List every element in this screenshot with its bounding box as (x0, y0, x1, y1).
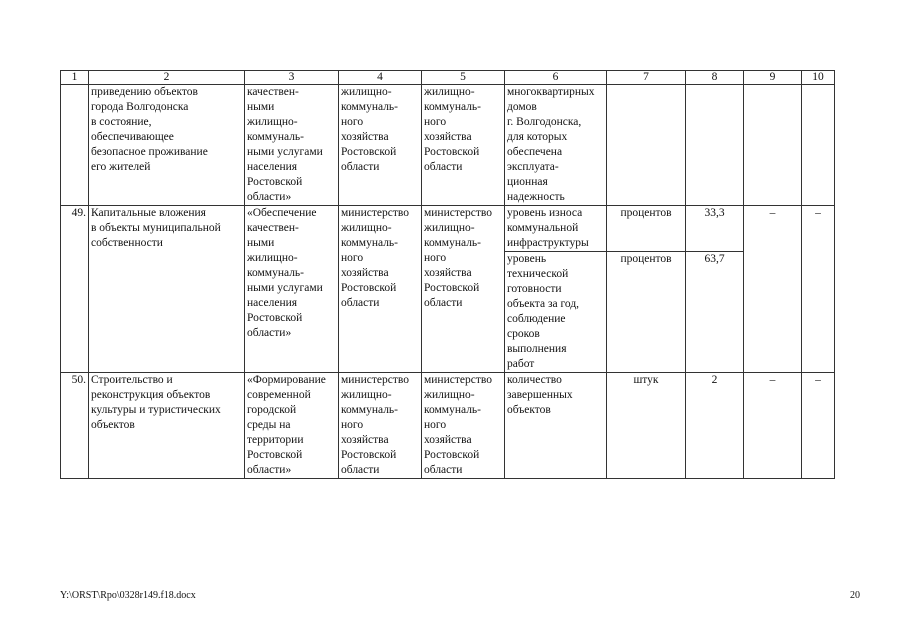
unit-cell: процентов (607, 206, 686, 252)
header-cell: 9 (744, 71, 802, 85)
header-cell: 5 (422, 71, 505, 85)
page-number: 20 (850, 590, 860, 601)
participant-cell: министерство жилищно- коммуналь- ного хозяйства Ростовской области (422, 206, 505, 373)
header-cell: 4 (339, 71, 422, 85)
value-cell: – (744, 206, 802, 373)
value-cell: – (802, 206, 835, 373)
table-row-49 (61, 206, 835, 252)
header-cell: 10 (802, 71, 835, 85)
value-cell: – (802, 373, 835, 479)
participant-cell: министерство жилищно- коммуналь- ного хозяйства Ростовской области (422, 373, 505, 479)
value-cell: – (744, 373, 802, 479)
unit-cell: процентов (607, 252, 686, 373)
event-name-cell: Строительство и реконструкция объектов культуры и туристических объектов (89, 373, 245, 479)
header-cell: 7 (607, 71, 686, 85)
indicator-cell: уровень технической готовности объекта за год, соблюдение сроков выполнения работ (505, 252, 607, 373)
table-row-continuation (61, 85, 835, 206)
table-header-row (61, 71, 835, 85)
value-cell: 2 (686, 373, 744, 479)
header-cell: 3 (245, 71, 339, 85)
unit-cell: штук (607, 373, 686, 479)
program-cell: качествен- ными жилищно- коммуналь- ными услугами населения Ростовской области» (245, 85, 339, 206)
row-number-cell: 50. (61, 373, 89, 479)
indicator-cell: многоквартирных домов г. Волгодонска, для которых обеспечена эксплуата- ционная надежность (505, 85, 607, 206)
participant-cell: жилищно- коммуналь- ного хозяйства Ростовской области (422, 85, 505, 206)
file-path-footer: Y:\ORST\Rpo\0328r149.f18.docx (60, 590, 196, 601)
value-cell: 33,3 (686, 206, 744, 252)
responsible-cell: жилищно- коммуналь- ного хозяйства Ростовской области (339, 85, 422, 206)
program-cell: «Обеспечение качествен- ными жилищно- коммуналь- ными услугами населения Ростовской области» (245, 206, 339, 373)
header-cell: 2 (89, 71, 245, 85)
program-cell: «Формирование современной городской среды на территории Ростовской области» (245, 373, 339, 479)
value-cell: 63,7 (686, 252, 744, 373)
value-cell (802, 85, 835, 206)
indicator-cell: уровень износа коммунальной инфраструктуры (505, 206, 607, 252)
responsible-cell: министерство жилищно- коммуналь- ного хозяйства Ростовской области (339, 206, 422, 373)
event-name-cell: Капитальные вложения в объекты муниципальной собственности (89, 206, 245, 373)
value-cell (744, 85, 802, 206)
row-number-cell: 49. (61, 206, 89, 373)
table-row-50 (61, 373, 835, 479)
value-cell (686, 85, 744, 206)
document-table (60, 70, 835, 479)
header-cell: 1 (61, 71, 89, 85)
unit-cell (607, 85, 686, 206)
header-cell: 6 (505, 71, 607, 85)
header-cell: 8 (686, 71, 744, 85)
responsible-cell: министерство жилищно- коммуналь- ного хозяйства Ростовской области (339, 373, 422, 479)
row-number-cell (61, 85, 89, 206)
indicator-cell: количество завершенных объектов (505, 373, 607, 479)
event-name-cell: приведению объектов города Волгодонска в состояние, обеспечивающее безопасное проживание его жителей (89, 85, 245, 206)
